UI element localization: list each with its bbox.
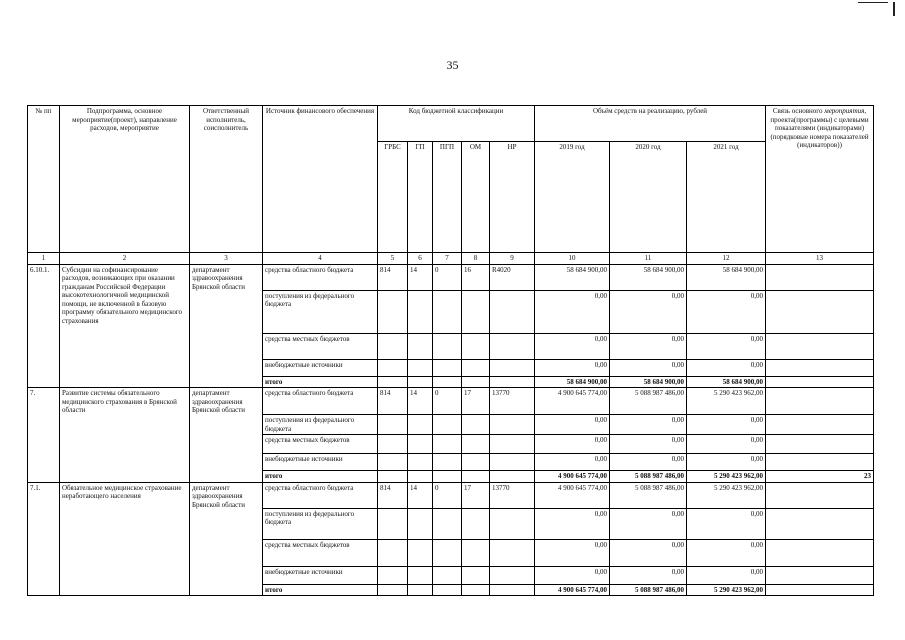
grbs-cell: 814 xyxy=(378,482,408,508)
gp-cell xyxy=(408,471,433,483)
amount-2019: 0,00 xyxy=(535,539,610,566)
om-cell: 17 xyxy=(462,388,490,415)
amount-2020: 0,00 xyxy=(610,508,687,539)
program-cell: Развитие системы обязательного медицинского страхования в Брянской области xyxy=(60,388,190,483)
source-cell: средства областного бюджета xyxy=(263,388,378,415)
col-number: 10 xyxy=(535,253,610,265)
gp-cell xyxy=(408,539,433,566)
source-cell: внебюджетные источники xyxy=(263,566,378,584)
link-cell xyxy=(766,290,874,333)
grbs-cell xyxy=(378,566,408,584)
source-cell: итого xyxy=(263,584,378,596)
amount-2021: 0,00 xyxy=(687,539,766,566)
om-cell xyxy=(462,566,490,584)
col-number: 13 xyxy=(766,253,874,265)
link-cell xyxy=(766,584,874,596)
np-cell xyxy=(490,539,535,566)
row-number: 7. xyxy=(28,388,60,483)
amount-2021: 5 290 423 962,00 xyxy=(687,471,766,483)
np-cell xyxy=(490,471,535,483)
gp-cell: 14 xyxy=(408,264,433,290)
executor-cell: департамент здравоохранения Брянской области xyxy=(190,264,263,388)
link-cell xyxy=(766,388,874,415)
np-cell xyxy=(490,290,535,333)
amount-2019: 0,00 xyxy=(535,415,610,435)
col-number: 9 xyxy=(490,253,535,265)
gp-cell xyxy=(408,566,433,584)
pgp-cell xyxy=(433,584,462,596)
source-cell: поступления из федерального бюджета xyxy=(263,290,378,333)
np-cell: R4020 xyxy=(490,264,535,290)
amount-2019: 0,00 xyxy=(535,290,610,333)
gp-cell: 14 xyxy=(408,388,433,415)
amount-2021: 0,00 xyxy=(687,290,766,333)
np-cell xyxy=(490,566,535,584)
col-number: 8 xyxy=(462,253,490,265)
pgp-cell: 0 xyxy=(433,264,462,290)
pgp-cell xyxy=(433,539,462,566)
grbs-cell xyxy=(378,376,408,388)
source-cell: средства областного бюджета xyxy=(263,482,378,508)
header-link-italic: мероприятия, xyxy=(824,107,867,115)
row-number: 7.1. xyxy=(28,482,60,596)
pgp-cell xyxy=(433,435,462,454)
amount-2020: 58 684 900,00 xyxy=(610,264,687,290)
grbs-cell xyxy=(378,539,408,566)
source-cell: внебюджетные источники xyxy=(263,359,378,376)
amount-2020: 0,00 xyxy=(610,539,687,566)
source-cell: итого xyxy=(263,376,378,388)
pgp-cell: 0 xyxy=(433,482,462,508)
gp-cell xyxy=(408,376,433,388)
amount-2021: 5 290 423 962,00 xyxy=(687,388,766,415)
header-2019: 2019 год xyxy=(535,142,610,253)
col-number: 12 xyxy=(687,253,766,265)
executor-cell: департамент здравоохранения Брянской области xyxy=(190,388,263,483)
amount-2019: 0,00 xyxy=(535,566,610,584)
link-cell xyxy=(766,415,874,435)
amount-2020: 0,00 xyxy=(610,415,687,435)
header-link xyxy=(766,106,874,253)
amount-2019: 0,00 xyxy=(535,333,610,359)
header-executor: Ответственный исполнитель, соисполнитель xyxy=(190,106,263,253)
amount-2020: 58 684 900,00 xyxy=(610,376,687,388)
col-number: 6 xyxy=(408,253,433,265)
link-cell xyxy=(766,454,874,471)
row-number: 6.10.1. xyxy=(28,264,60,388)
link-cell xyxy=(766,333,874,359)
amount-2019: 4 900 645 774,00 xyxy=(535,388,610,415)
amount-2019: 0,00 xyxy=(535,359,610,376)
pgp-cell xyxy=(433,471,462,483)
om-cell xyxy=(462,359,490,376)
grbs-cell xyxy=(378,359,408,376)
source-cell: поступления из федерального бюджета xyxy=(263,415,378,435)
link-cell xyxy=(766,264,874,290)
gp-cell xyxy=(408,508,433,539)
amount-2020: 5 088 987 486,00 xyxy=(610,388,687,415)
amount-2021: 0,00 xyxy=(687,566,766,584)
budget-table xyxy=(27,105,874,596)
amount-2019: 0,00 xyxy=(535,454,610,471)
amount-2021: 0,00 xyxy=(687,359,766,376)
link-cell xyxy=(766,376,874,388)
amount-2020: 0,00 xyxy=(610,333,687,359)
np-cell xyxy=(490,376,535,388)
grbs-cell: 814 xyxy=(378,388,408,415)
header-2020: 2020 год xyxy=(610,142,687,253)
gp-cell: 14 xyxy=(408,482,433,508)
pgp-cell xyxy=(433,333,462,359)
link-cell xyxy=(766,539,874,566)
col-number: 11 xyxy=(610,253,687,265)
amount-2021: 0,00 xyxy=(687,333,766,359)
np-cell xyxy=(490,454,535,471)
pgp-cell xyxy=(433,508,462,539)
amount-2021: 5 290 423 962,00 xyxy=(687,584,766,596)
amount-2020: 0,00 xyxy=(610,290,687,333)
header-2021: 2021 год xyxy=(687,142,766,253)
col-number: 7 xyxy=(433,253,462,265)
om-cell xyxy=(462,376,490,388)
grbs-cell xyxy=(378,508,408,539)
link-cell xyxy=(766,435,874,454)
om-cell xyxy=(462,435,490,454)
header-np: НР xyxy=(490,142,535,253)
grbs-cell xyxy=(378,454,408,471)
budget-body xyxy=(28,264,874,596)
amount-2019: 58 684 900,00 xyxy=(535,376,610,388)
amount-2019: 0,00 xyxy=(535,508,610,539)
header-program: Подпрограмма, основное мероприятие(проект), направление расходов, мероприятие xyxy=(60,106,190,253)
om-cell xyxy=(462,290,490,333)
grbs-cell xyxy=(378,290,408,333)
link-cell xyxy=(766,482,874,508)
amount-2020: 5 088 987 486,00 xyxy=(610,482,687,508)
source-cell: средства местных бюджетов xyxy=(263,435,378,454)
source-cell: поступления из федерального бюджета xyxy=(263,508,378,539)
gp-cell xyxy=(408,333,433,359)
col-number: 5 xyxy=(378,253,408,265)
link-cell: 23 xyxy=(766,471,874,483)
np-cell xyxy=(490,415,535,435)
executor-cell: департамент здравоохранения Брянской области xyxy=(190,482,263,596)
scan-mark-line xyxy=(858,2,888,3)
amount-2020: 5 088 987 486,00 xyxy=(610,471,687,483)
pgp-cell xyxy=(433,415,462,435)
gp-cell xyxy=(408,415,433,435)
header-no: № пп xyxy=(28,106,60,253)
grbs-cell xyxy=(378,584,408,596)
page-number: 35 xyxy=(446,58,459,72)
pgp-cell xyxy=(433,454,462,471)
source-cell: внебюджетные источники xyxy=(263,454,378,471)
amount-2021: 0,00 xyxy=(687,435,766,454)
pgp-cell: 0 xyxy=(433,388,462,415)
amount-2020: 5 088 987 486,00 xyxy=(610,584,687,596)
header-link-part2: проекта(программы) с целевыми показателями (индикаторами) (порядковые номера показателей (индикаторов)) xyxy=(770,115,869,149)
np-cell xyxy=(490,359,535,376)
amount-2021: 0,00 xyxy=(687,508,766,539)
grbs-cell xyxy=(378,415,408,435)
om-cell xyxy=(462,508,490,539)
amount-2019: 4 900 645 774,00 xyxy=(535,471,610,483)
scan-mark-bar xyxy=(893,2,895,16)
pgp-cell xyxy=(433,290,462,333)
header-grbs: ГРБС xyxy=(378,142,408,253)
amount-2021: 58 684 900,00 xyxy=(687,376,766,388)
table-row xyxy=(28,482,874,508)
amount-2019: 58 684 900,00 xyxy=(535,264,610,290)
source-cell: средства областного бюджета xyxy=(263,264,378,290)
amount-2019: 4 900 645 774,00 xyxy=(535,584,610,596)
amount-2021: 0,00 xyxy=(687,415,766,435)
om-cell xyxy=(462,454,490,471)
grbs-cell xyxy=(378,333,408,359)
program-cell: Субсидии на софинансирование расходов, возникающих при оказании гражданам Российской Федерации высокотехнологичной медицинской помощи, не включенной в базовую программу обязательного медицинского страхования xyxy=(60,264,190,388)
col-number: 3 xyxy=(190,253,263,265)
col-number: 4 xyxy=(263,253,378,265)
grbs-cell xyxy=(378,435,408,454)
om-cell xyxy=(462,333,490,359)
pgp-cell xyxy=(433,359,462,376)
source-cell: средства местных бюджетов xyxy=(263,333,378,359)
link-cell xyxy=(766,508,874,539)
amount-2021: 5 290 423 962,00 xyxy=(687,482,766,508)
np-cell xyxy=(490,435,535,454)
pgp-cell xyxy=(433,376,462,388)
amount-2020: 0,00 xyxy=(610,359,687,376)
om-cell xyxy=(462,584,490,596)
om-cell: 17 xyxy=(462,482,490,508)
grbs-cell: 814 xyxy=(378,264,408,290)
header-budget-code: Код бюджетной классификации xyxy=(378,106,535,142)
amount-2021: 0,00 xyxy=(687,454,766,471)
header-gp: ГП xyxy=(408,142,433,253)
gp-cell xyxy=(408,454,433,471)
header-volume: Объём средств на реализацию, рублей xyxy=(535,106,766,142)
grbs-cell xyxy=(378,471,408,483)
header-link-part1: Связь основного xyxy=(772,107,823,115)
gp-cell xyxy=(408,584,433,596)
link-cell xyxy=(766,359,874,376)
source-cell: средства местных бюджетов xyxy=(263,539,378,566)
om-cell xyxy=(462,539,490,566)
table-row xyxy=(28,264,874,290)
header-om: ОМ xyxy=(462,142,490,253)
gp-cell xyxy=(408,435,433,454)
om-cell: 16 xyxy=(462,264,490,290)
om-cell xyxy=(462,471,490,483)
amount-2020: 0,00 xyxy=(610,435,687,454)
header-source: Источник финансового обеспечения xyxy=(263,106,378,253)
pgp-cell xyxy=(433,566,462,584)
om-cell xyxy=(462,415,490,435)
gp-cell xyxy=(408,359,433,376)
np-cell: 13770 xyxy=(490,482,535,508)
source-cell: итого xyxy=(263,471,378,483)
amount-2019: 0,00 xyxy=(535,435,610,454)
link-cell xyxy=(766,566,874,584)
col-number: 2 xyxy=(60,253,190,265)
amount-2021: 58 684 900,00 xyxy=(687,264,766,290)
np-cell xyxy=(490,333,535,359)
col-number: 1 xyxy=(28,253,60,265)
amount-2020: 0,00 xyxy=(610,454,687,471)
amount-2020: 0,00 xyxy=(610,566,687,584)
np-cell xyxy=(490,508,535,539)
np-cell: 13770 xyxy=(490,388,535,415)
program-cell: Обязательное медицинское страхование неработающего населения xyxy=(60,482,190,596)
header-pgp: ПГП xyxy=(433,142,462,253)
gp-cell xyxy=(408,290,433,333)
amount-2019: 4 900 645 774,00 xyxy=(535,482,610,508)
np-cell xyxy=(490,584,535,596)
table-row xyxy=(28,388,874,415)
